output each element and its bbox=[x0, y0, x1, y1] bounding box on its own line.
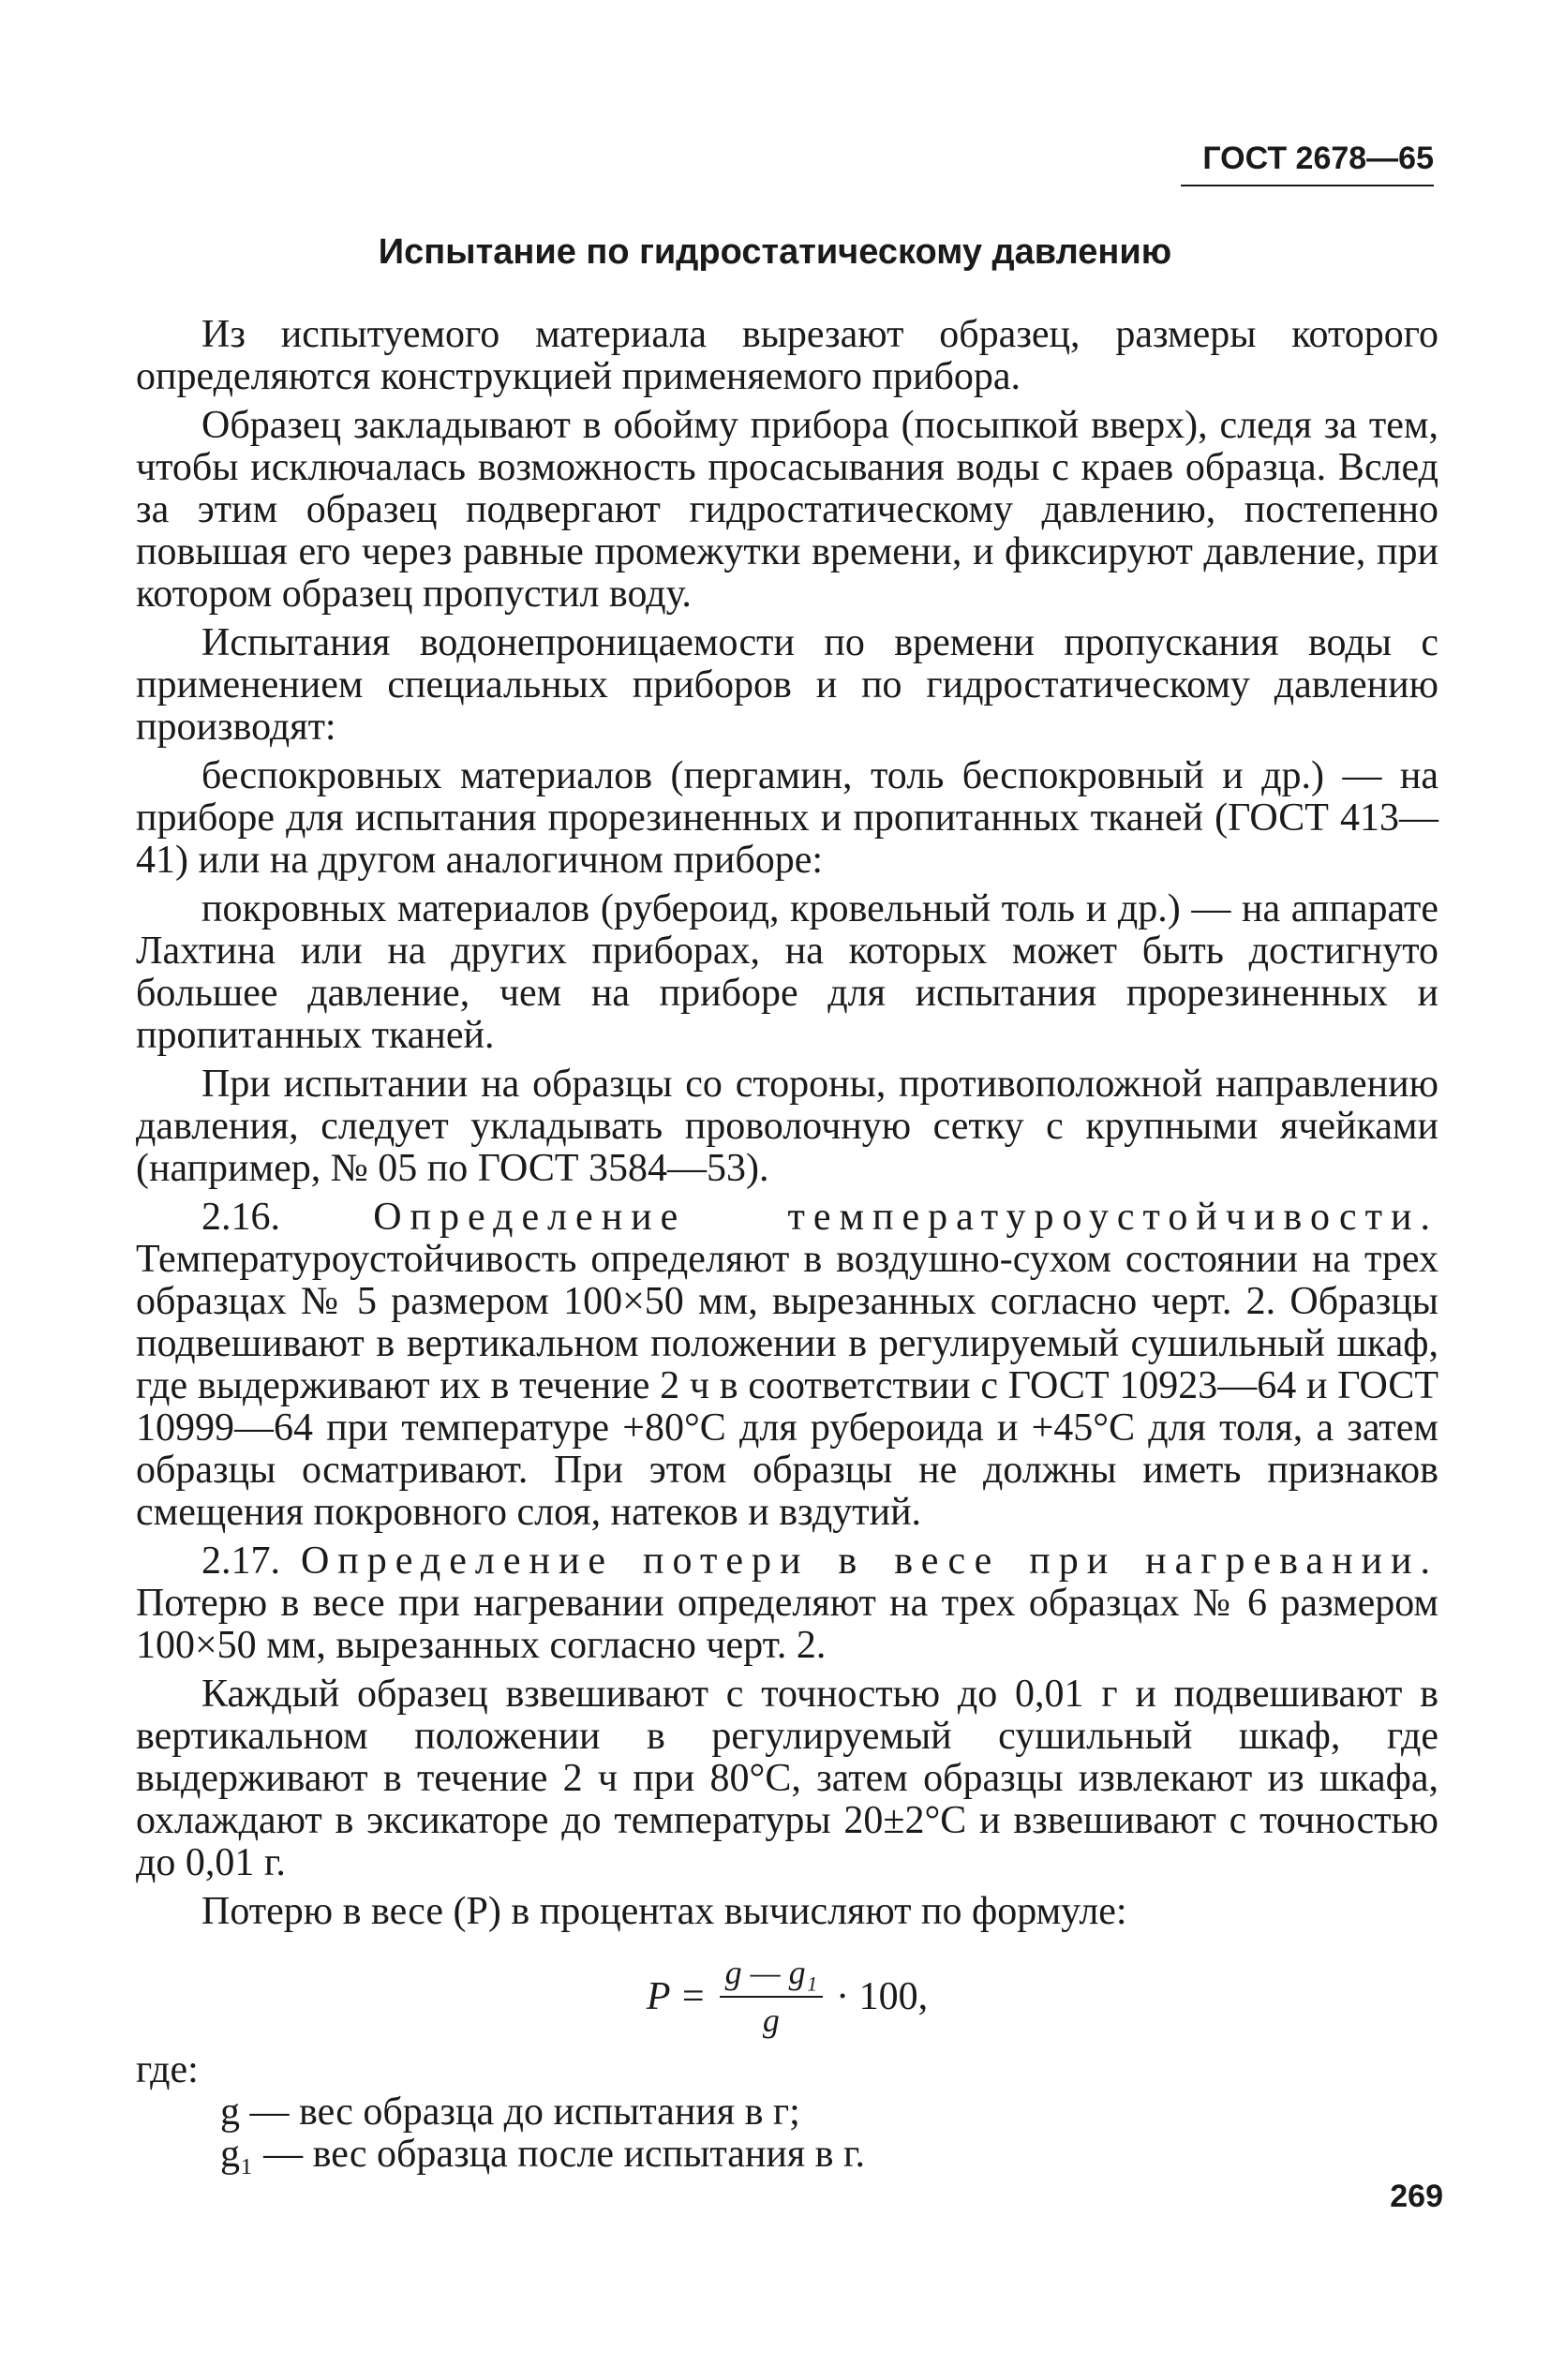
formula-lhs: P = bbox=[646, 1974, 707, 2018]
section-title: Испытание по гидростатическому давлению bbox=[378, 232, 1172, 272]
clause-number: 2.16. bbox=[201, 1196, 280, 1239]
paragraph: Из испытуемого материала вырезают образец, размеры которого определяются конструкцией применяемого прибора. bbox=[136, 313, 1438, 398]
legend-g: g — вес образца до испытания в г; bbox=[220, 2090, 800, 2134]
clause-2-16 bbox=[136, 1197, 1438, 1534]
clause-heading: Определение потери в весе при нагревании. bbox=[300, 1540, 1438, 1583]
legend-where: где: bbox=[136, 2048, 199, 2091]
paragraph: покровных материалов (рубероид, кровельный толь и др.) — на аппарате Лахтина или на других приборах, на которых может быть достигнуто большее давление, чем на приборе для испытания прорезиненных и пропитанных тканей. bbox=[136, 887, 1438, 1057]
paragraph: При испытании на образцы со стороны, противоположной направлению давления, следует укладывать проволочную сетку с крупными ячейками (например, № 05 по ГОСТ 3584—53). bbox=[136, 1063, 1438, 1190]
clause-text: Температуроустойчивость определяют в воздушно-сухом состоянии на трех образцах № 5 размером 100×50 мм, вырезанных согласно черт. 2. Образцы подвешивают в вертикальном положении в регулируемый сушильный шкаф, где выдерживают их в течение 2 ч в соответствии с ГОСТ 10923—64 и ГОСТ 10999—64 при температуре +80°С для рубероида и +45°С для толя, а затем образцы осматривают. При этом образцы не должны иметь признаков смещения покровного слоя, натеков и вздутий. bbox=[136, 1238, 1438, 1534]
clause-heading: Определение температуроустойчивости. bbox=[373, 1196, 1438, 1239]
paragraph: Образец закладывают в обойму прибора (посыпкой вверх), следя за тем, чтобы исключалась возможность просасывания воды с краев образца. Вслед за этим образец подвергают гидростатическому давлению, постепенно повышая его через равные промежутки времени, и фиксируют давление, при котором образец пропустил воду. bbox=[136, 404, 1438, 616]
paragraph: беспокровных материалов (пергамин, толь беспокровный и др.) — на приборе для испытания прорезиненных и пропитанных тканей (ГОСТ 413—41) или на другом аналогичном приборе: bbox=[136, 754, 1438, 882]
page-number: 269 bbox=[1390, 2179, 1443, 2214]
formula-denominator: g bbox=[762, 2001, 780, 2039]
clause-2-17 bbox=[136, 1540, 1438, 1667]
paragraph: Потерю в весе (P) в процентах вычисляют по формуле: bbox=[201, 1890, 1127, 1933]
formula-fraction bbox=[720, 1952, 824, 2042]
formula bbox=[136, 1952, 1438, 2042]
clause-text: Потерю в весе при нагревании определяют на трех образцах № 6 размером 100×50 мм, вырезанных согласно черт. 2. bbox=[136, 1582, 1438, 1667]
clause-number: 2.17. bbox=[201, 1540, 280, 1583]
formula-rhs: · 100, bbox=[836, 1974, 929, 2018]
legend-g1: g₁ — вес образца после испытания в г. bbox=[220, 2133, 865, 2176]
formula-legend bbox=[136, 2049, 1438, 2176]
body-text bbox=[136, 314, 1438, 2176]
formula-numerator: g — g₁ bbox=[720, 1952, 824, 1998]
paragraph: Каждый образец взвешивают с точностью до 0,01 г и подвешивают в вертикальном положении в регулируемый сушильный шкаф, где выдерживают в течение 2 ч при 80°С, затем образцы извлекают из шкафа, охлаждают в эксикаторе до температуры 20±2°С и взвешивают с точностью до 0,01 г. bbox=[136, 1673, 1438, 1884]
standard-code-header: ГОСТ 2678—65 bbox=[1181, 141, 1434, 186]
paragraph: Испытания водонепроницаемости по времени пропускания воды с применением специальных приборов и по гидростатическому давлению производят: bbox=[136, 621, 1438, 749]
